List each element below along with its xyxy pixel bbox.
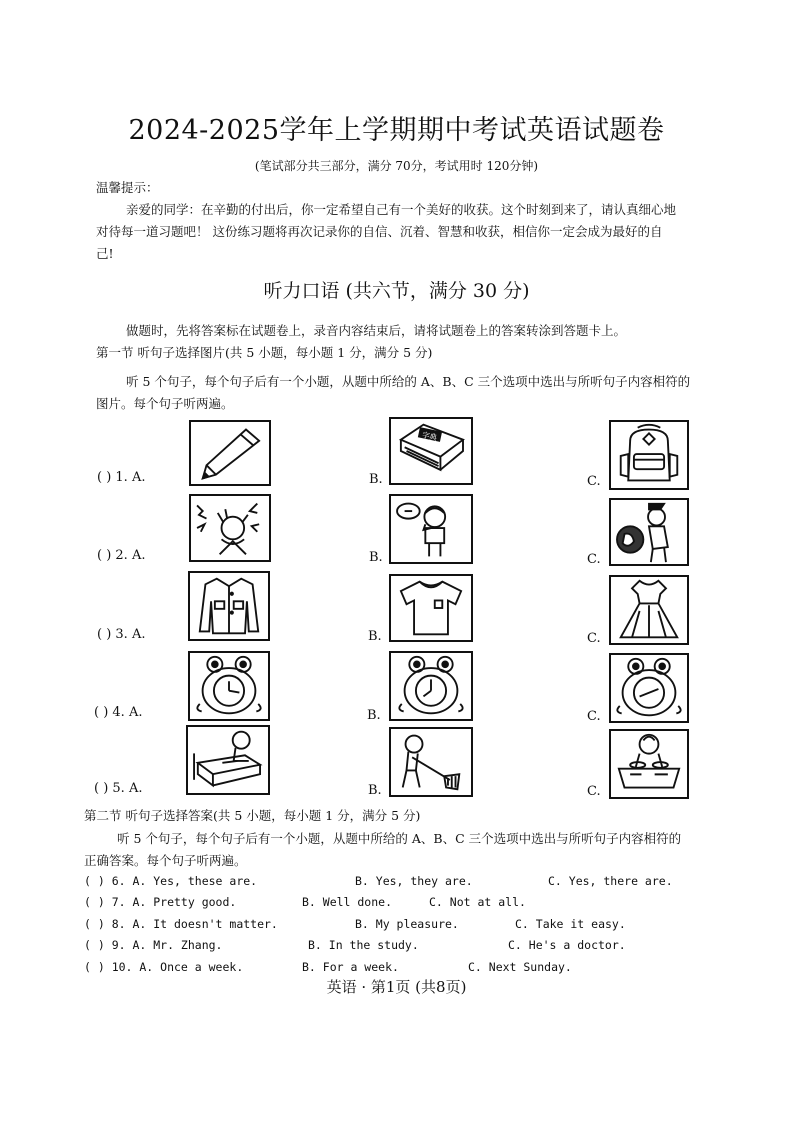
tip-label: 温馨提示： [96,180,159,195]
question-4-option-b: B. [367,708,381,723]
question-2-option-c: C. [587,552,601,567]
part2-heading: 第二节 听句子选择答案(共 5 小题，每小题 1 分，满分 5 分) [84,808,421,823]
question-9-option-c: C. He's a doctor. [508,938,626,952]
part1-instruction-line-1: 听 5 个句子，每个句子后有一个小题，从题中所给的 A、B、C 三个选项中选出与所听句子内容相符的 [126,374,691,389]
question-5-option-c: C. [587,784,601,799]
jacket-icon[interactable] [188,571,270,641]
question-6-option-a: ( ) 6. A. Yes, these are. [84,874,258,888]
part1-heading: 第一节 听句子选择图片(共 5 小题，每小题 1 分，满分 5 分) [96,345,433,360]
question-10-option-c: C. Next Sunday. [468,960,572,974]
listening-instruction: 做题时，先将答案标在试题卷上，录音内容结束后，请将试题卷上的答案转涂到答题卡上。 [126,323,627,338]
question-1-option-b: B. [369,472,383,487]
question-1-label: ( ) 1. A. [97,470,146,485]
question-7-option-a: ( ) 7. A. Pretty good. [84,895,237,909]
question-7-option-c: C. Not at all. [429,895,526,909]
question-8-option-a: ( ) 8. A. It doesn't matter. [84,917,278,931]
question-2-option-b: B. [369,550,383,565]
make-bed-icon[interactable] [186,725,270,795]
tshirt-icon[interactable] [389,574,473,642]
stomachache-icon[interactable] [609,498,689,566]
question-8-option-b: B. My pleasure. [355,917,459,931]
frog-clock-icon[interactable] [188,651,270,721]
part1-instruction-line-2: 图片。每个句子听两遍。 [96,396,234,411]
question-6-option-c: C. Yes, there are. [548,874,673,888]
question-4-option-c: C. [587,709,601,724]
dress-icon[interactable] [609,575,689,645]
question-7-option-b: B. Well done. [302,895,393,909]
dictionary-icon[interactable] [389,417,473,485]
exam-subtitle: (笔试部分共三部分，满分 70分，考试用时 120分钟) [254,159,539,173]
backpack-icon[interactable] [609,420,689,490]
question-4-label: ( ) 4. A. [94,705,143,720]
page-footer: 英语 · 第1页 (共8页) [326,978,467,996]
question-3-option-c: C. [587,631,601,646]
tip-text-line-3: 己! [96,246,114,261]
toothache-icon[interactable] [389,494,473,564]
tip-text-line-1: 亲爱的同学：在辛勤的付出后，你一定希望自己有一个美好的收获。这个时刻到来了，请认真细心地 [126,202,677,217]
question-10-option-a: ( ) 10. A. Once a week. [84,960,244,974]
wash-dishes-icon[interactable] [609,729,689,799]
question-9-option-a: ( ) 9. A. Mr. Zhang. [84,938,223,952]
sweep-floor-icon[interactable] [389,727,473,797]
question-8-option-c: C. Take it easy. [515,917,626,931]
question-3-option-b: B. [368,629,382,644]
question-9-option-b: B. In the study. [308,938,419,952]
question-3-label: ( ) 3. A. [97,627,146,642]
question-5-label: ( ) 5. A. [94,781,143,796]
question-6-option-b: B. Yes, they are. [355,874,473,888]
frog-clock-icon[interactable] [609,653,689,723]
headache-icon[interactable] [189,494,271,562]
part2-instruction-line-2: 正确答案。每个句子听两遍。 [84,853,247,868]
question-5-option-b: B. [368,783,382,798]
pencil-icon[interactable] [189,420,271,486]
page-title: 2024-2025学年上学期期中考试英语试题卷 [128,115,665,146]
frog-clock-icon[interactable] [389,651,473,721]
question-10-option-b: B. For a week. [302,960,399,974]
tip-text-line-2: 对待每一道习题吧！ 这份练习题将再次记录你的自信、沉着、智慧和收获，相信你一定会成为最好的自 [96,224,663,239]
part2-instruction-line-1: 听 5 个句子，每个句子后有一个小题，从题中所给的 A、B、C 三个选项中选出与所听句子内容相符的 [117,831,682,846]
question-1-option-c: C. [587,474,601,489]
dictionary-text: 字典 [421,430,438,443]
listening-section-title: 听力口语 (共六节，满分 30 分) [263,280,530,302]
question-2-label: ( ) 2. A. [97,548,146,563]
